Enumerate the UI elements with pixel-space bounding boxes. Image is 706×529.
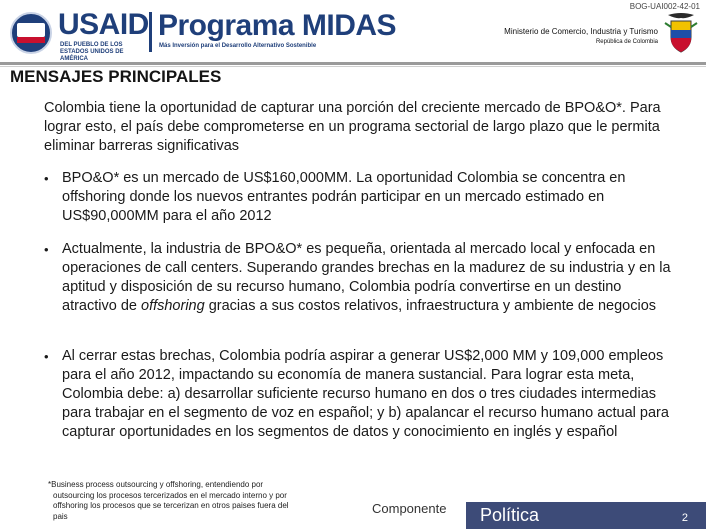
footnote-line: *Business process outsourcing y offshoring, entendiendo por	[48, 480, 264, 489]
bullet-text-emphasis: offshoring	[141, 298, 205, 314]
page-number: 2	[681, 512, 688, 524]
ministry-name: Ministerio de Comercio, Industria y Turismo	[504, 27, 658, 36]
coat-of-arms-icon	[664, 13, 698, 55]
program-title: Programa MIDAS	[158, 9, 397, 42]
footnote-line: offshoring los procesos que se tercerizan en otros paises fuera del	[53, 501, 289, 510]
bullet-text: BPO&O* es un mercado de US$160,000MM. La oportunidad Colombia se concentra en offshoring donde los nuevos entrantes podrán participar en un mercado estimado en US$90,000MM para el año 2012	[62, 170, 626, 224]
bullet-dot: •	[44, 242, 49, 257]
bullet-dot: •	[44, 349, 49, 364]
footer-politica-bar	[466, 502, 706, 529]
usaid-logo-text: USAID	[58, 8, 149, 41]
intro-paragraph: Colombia tiene la oportunidad de capturar una porción del creciente mercado de BPO&O*. Para lograr esto, el país debe comprometerse en un programa sectorial de largo plazo que le permita eliminar barreras significativas	[44, 100, 661, 154]
document-code: BOG-UAI002-42-01	[629, 2, 700, 11]
footnote-line: outsourcing los procesos tercerizados en el mercado interno y por	[53, 490, 287, 500]
footer-politica-label: Política	[480, 505, 540, 525]
bullet-text	[62, 240, 674, 316]
footnote-line: pais	[53, 511, 68, 521]
bullet-text: Al cerrar estas brechas, Colombia podría aspirar a generar US$2,000 MM y 109,000 empleos para el año 2012, impactando su economía de manera sustancial. Para lograr esta meta, Colombia debe: a) desarrollar suficiente recurso humano en dos o tres ciudades intermedias para trabajar en el segmento de voz en español; y b) apalancar el recurso humano actual para capturar oportunidades en los segmentos de datos y conocimiento en inglés y español	[62, 348, 669, 440]
header-rule	[0, 62, 706, 65]
usaid-tagline: DEL PUEBLO DE LOS ESTADOS UNIDOS DE AMÉRICA	[60, 42, 124, 62]
republic-name: República de Colombia	[595, 39, 658, 45]
page-title: MENSAJES PRINCIPALES	[10, 67, 222, 86]
bullet-dot: •	[44, 171, 49, 186]
bullet-text-part: gracias a sus costos relativos, infraestructura y ambiente de negocios	[204, 298, 657, 314]
program-subtitle: Más Inversión para el Desarrollo Alternativo Sostenible	[159, 43, 317, 49]
footnote	[48, 480, 354, 522]
usaid-seal-icon	[10, 12, 52, 54]
header-banner	[0, 0, 706, 62]
logo-divider	[149, 12, 152, 52]
footer-componente-label: Componente	[372, 501, 447, 516]
bullet-text-part: Actualmente, la industria de BPO&O* es pequeña, orientada al mercado local y enfocada en operaciones de call centers. Superando grandes brechas en la madurez de su industria y en la aptitud y disposición de su recurso humano, Colombia podría convertirse en un destino atractivo de	[62, 241, 671, 314]
